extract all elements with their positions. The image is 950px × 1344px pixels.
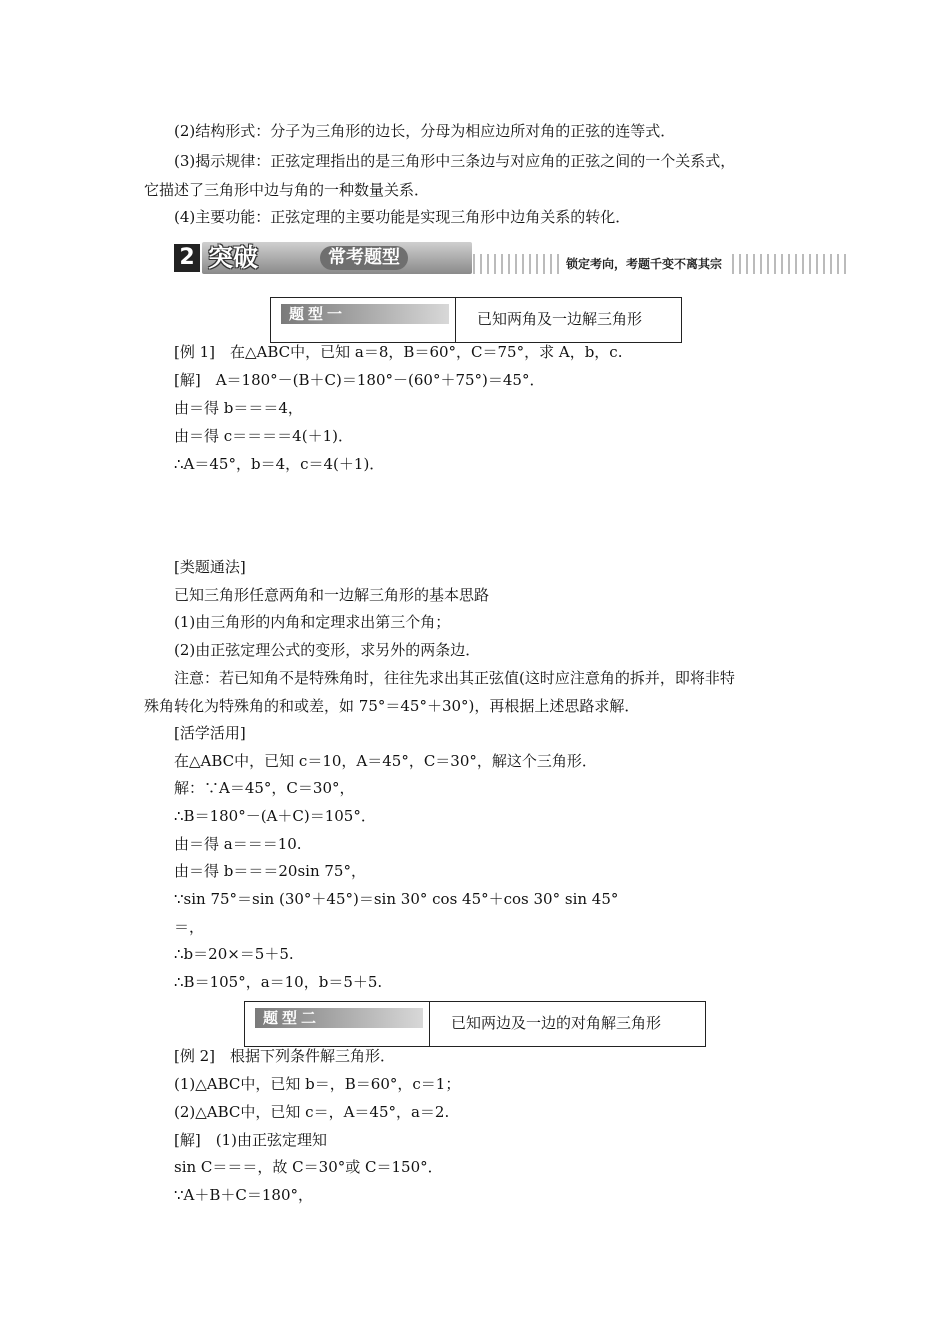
practice-line: ＝， [174, 918, 205, 936]
practice-line: ∴B＝180°－(A＋C)＝105°． [174, 807, 376, 825]
type-box-1 [270, 297, 682, 343]
section-number: 2 [174, 244, 200, 272]
type-box-divider [429, 1002, 430, 1046]
practice-line: ∵sin 75°＝sin (30°＋45°)＝sin 30° cos 45°＋cos 30° sin 45° [174, 890, 619, 908]
example2-line: ∵A＋B＋C＝180°， [174, 1186, 314, 1204]
section-slogan: 锁定考向，考题千变不离其宗 [560, 252, 728, 276]
paragraph-rule: (3)揭示规律：正弦定理指出的是三角形中三条边与对应角的正弦之间的一个关系式， [174, 152, 736, 170]
type-tag-1 [281, 304, 449, 324]
section-banner [174, 240, 848, 276]
method-note-cont: 殊角转化为特殊角的和或差，如 75°＝45°＋30°)，再根据上述思路求解． [144, 697, 640, 715]
type-box-2 [244, 1001, 706, 1047]
practice-heading: [活学活用] [174, 724, 246, 742]
section-title: 突破 [208, 243, 259, 272]
paragraph-rule-cont: 它描述了三角形中边与角的一种数量关系． [144, 181, 430, 199]
type-box-divider [455, 298, 456, 342]
type-tag-2-label: 题型二 [263, 1009, 321, 1027]
method-line: 已知三角形任意两角和一边解三角形的基本思路 [174, 586, 490, 604]
method-note: 注意：若已知角不是特殊角时，往往先求出其正弦值(这时应注意角的拆并，即将非特 [174, 669, 735, 687]
example1-line: 由＝得 b＝＝＝4， [174, 399, 303, 417]
type-tag-2 [255, 1008, 423, 1028]
practice-line: 由＝得 a＝＝＝10. [174, 835, 302, 853]
practice-line: ∴B＝105°，a＝10，b＝5＋5. [174, 973, 383, 991]
type-tag-1-label: 题型一 [289, 305, 347, 323]
practice-line: ∴b＝20×＝5＋5. [174, 945, 294, 963]
section-title-box [202, 242, 472, 274]
example1-line: 由＝得 c＝＝＝＝4(＋1)． [174, 427, 353, 445]
example1-line: [例 1] 在△ABC中，已知 a＝8，B＝60°，C＝75°，求 A，b，c. [174, 343, 623, 361]
paragraph-structure: (2)结构形式：分子为三角形的边长，分母为相应边所对角的正弦的连等式． [174, 122, 676, 140]
example2-line: [例 2] 根据下列条件解三角形． [174, 1047, 396, 1065]
type-desc-2: 已知两边及一边的对角解三角形 [451, 1014, 662, 1032]
practice-line: 解：∵A＝45°，C＝30°， [174, 779, 355, 797]
example2-line: (1)△ABC中，已知 b＝，B＝60°，c＝1； [174, 1075, 461, 1093]
section-subtitle: 常考题型 [320, 246, 408, 270]
example1-line: ∴A＝45°，b＝4，c＝4(＋1)． [174, 455, 385, 473]
example2-line: (2)△ABC中，已知 c＝，A＝45°，a＝2. [174, 1103, 450, 1121]
type-desc-1: 已知两角及一边解三角形 [477, 310, 643, 328]
example2-line: sin C＝＝＝，故 C＝30°或 C＝150°． [174, 1158, 443, 1176]
paragraph-function: (4)主要功能：正弦定理的主要功能是实现三角形中边角关系的转化． [174, 208, 631, 226]
method-line: (1)由三角形的内角和定理求出第三个角； [174, 613, 451, 631]
practice-line: 由＝得 b＝＝＝20sin 75°， [174, 862, 366, 880]
example2-line: [解] (1)由正弦定理知 [174, 1131, 327, 1149]
example1-line: [解] A＝180°－(B＋C)＝180°－(60°＋75°)＝45°． [174, 371, 545, 389]
method-heading: [类题通法] [174, 558, 246, 576]
method-line: (2)由正弦定理公式的变形，求另外的两条边． [174, 641, 481, 659]
practice-line: 在△ABC中，已知 c＝10，A＝45°，C＝30°，解这个三角形． [174, 752, 597, 770]
